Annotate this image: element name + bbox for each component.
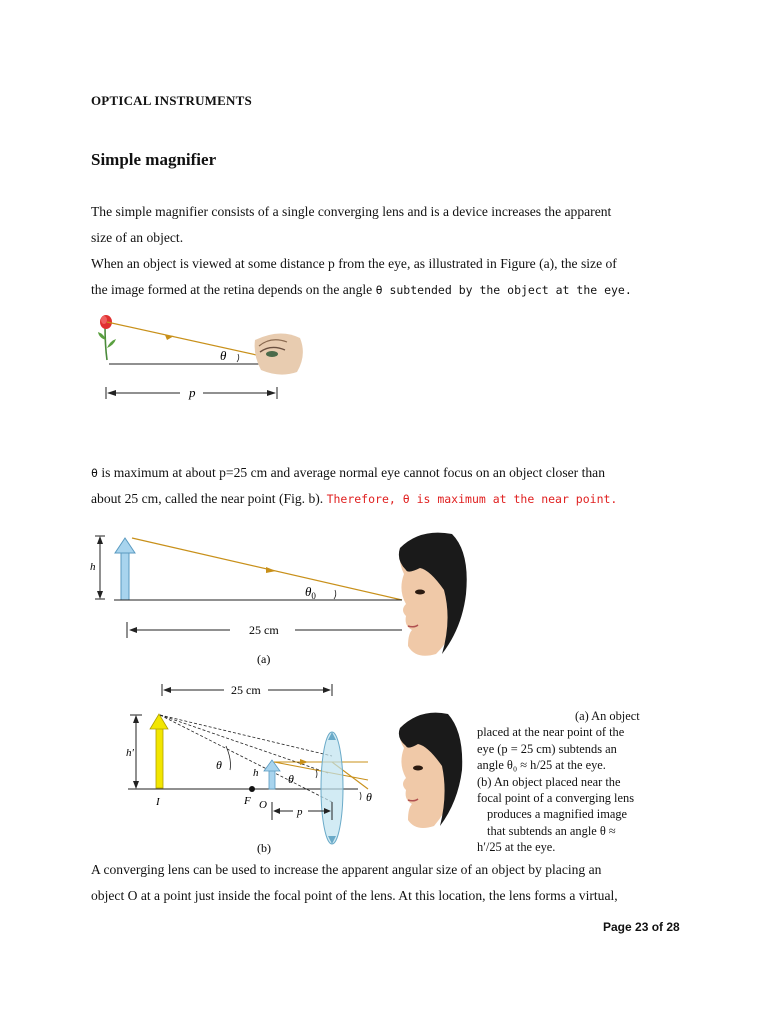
current-page: 23: [635, 920, 649, 934]
caption-line: (b) An object placed near the: [477, 774, 621, 789]
paragraph-3-line-2: [91, 486, 691, 512]
eye-icon: [255, 333, 303, 374]
caption-line: h′/25 at the eye.: [477, 840, 556, 855]
paragraph-4-line-2: object O at a point just inside the focal point of the lens. At this location, the lens forms a virtual,: [91, 888, 618, 903]
ray-line: [107, 322, 261, 356]
distance-label: 25 cm: [249, 623, 279, 637]
theta-label-right: θ: [366, 790, 372, 804]
paragraph-2-line-2-text: the image formed at the retina depends on the angle: [91, 282, 376, 297]
theta-label: θ: [220, 348, 227, 363]
paragraph-2-line-2: [91, 277, 691, 303]
object-arrow-blue: [115, 538, 135, 600]
section-title: OPTICAL INSTRUMENTS: [91, 93, 252, 108]
caption-line: eye (p = 25 cm) subtends an: [477, 741, 617, 756]
face-icon: [399, 533, 467, 656]
caption-line: (a) An object: [575, 709, 640, 723]
figure-caption: [477, 708, 677, 856]
paragraph-3: [91, 460, 691, 512]
paragraph-3-line-1-text: is maximum at about p=25 cm and average normal eye cannot focus on an object closer than: [97, 465, 606, 480]
paragraph-1-line-1: The simple magnifier consists of a single converging lens and is a device increases the apparent: [91, 204, 612, 219]
ray-arrowhead: [266, 567, 276, 573]
theta0-label: $\theta_0$: [305, 584, 316, 601]
I-label: I: [156, 796, 160, 808]
focal-point-marker: [249, 786, 255, 792]
figure-a-label: (a): [257, 652, 271, 666]
distance-label: 25 cm: [231, 683, 261, 697]
flower-icon: [98, 315, 116, 360]
O-label: O: [259, 799, 267, 811]
paragraph-2: [91, 251, 691, 303]
paragraph-3-red-text: Therefore, θ is maximum at the near point.: [326, 492, 618, 506]
p-label: p: [297, 806, 303, 818]
figure-flower-eye: [95, 310, 315, 408]
caption-line: that subtends an angle θ ≈: [487, 823, 616, 838]
angle-arc: [334, 590, 336, 599]
paragraph-2-line-1: When an object is viewed at some distance p from the eye, as illustrated in Figure (a), the size of: [91, 256, 617, 271]
caption-line: produces a magnified image: [487, 807, 628, 822]
theta-label-left: θ: [216, 758, 222, 772]
paragraph-1-line-2: size of an object.: [91, 230, 184, 245]
paragraph-2-line-2-mono: θ subtended by the object at the eye.: [375, 283, 632, 297]
F-label: F: [244, 795, 251, 807]
converging-lens: [321, 732, 343, 844]
total-pages: 28: [666, 920, 680, 934]
paragraph-4: [91, 857, 691, 909]
caption-line: angle θ₀ ≈ h/25 at the eye.: [477, 758, 606, 773]
angle-arc: [237, 354, 239, 362]
page-number: Page 23 of 28: [603, 920, 680, 934]
paragraph-3-line-2-text: about 25 cm, called the near point (Fig. b).: [91, 491, 327, 506]
caption-line: placed at the near point of the: [477, 725, 625, 740]
paragraph-3-line-1: [91, 460, 691, 486]
figure-a: [90, 530, 470, 670]
theta-label-middle: θ: [288, 772, 294, 786]
p-label: p: [189, 385, 196, 400]
paragraph-1: [91, 199, 691, 251]
paragraph-3-theta: θ: [91, 466, 98, 480]
h-prime-label: h′: [126, 747, 134, 759]
image-arrow-yellow: [150, 714, 168, 788]
caption-line: focal point of a converging lens: [477, 791, 635, 806]
face-icon: [399, 713, 462, 828]
figure-b: [128, 680, 478, 856]
ray-arrowhead: [165, 335, 174, 340]
paragraph-4-line-1: A converging lens can be used to increase the apparent angular size of an object by placing an: [91, 862, 602, 877]
h-label: h: [253, 767, 259, 779]
figure-b-label: (b): [257, 841, 271, 855]
h-label: h: [90, 561, 96, 573]
subsection-title: Simple magnifier: [91, 150, 217, 169]
